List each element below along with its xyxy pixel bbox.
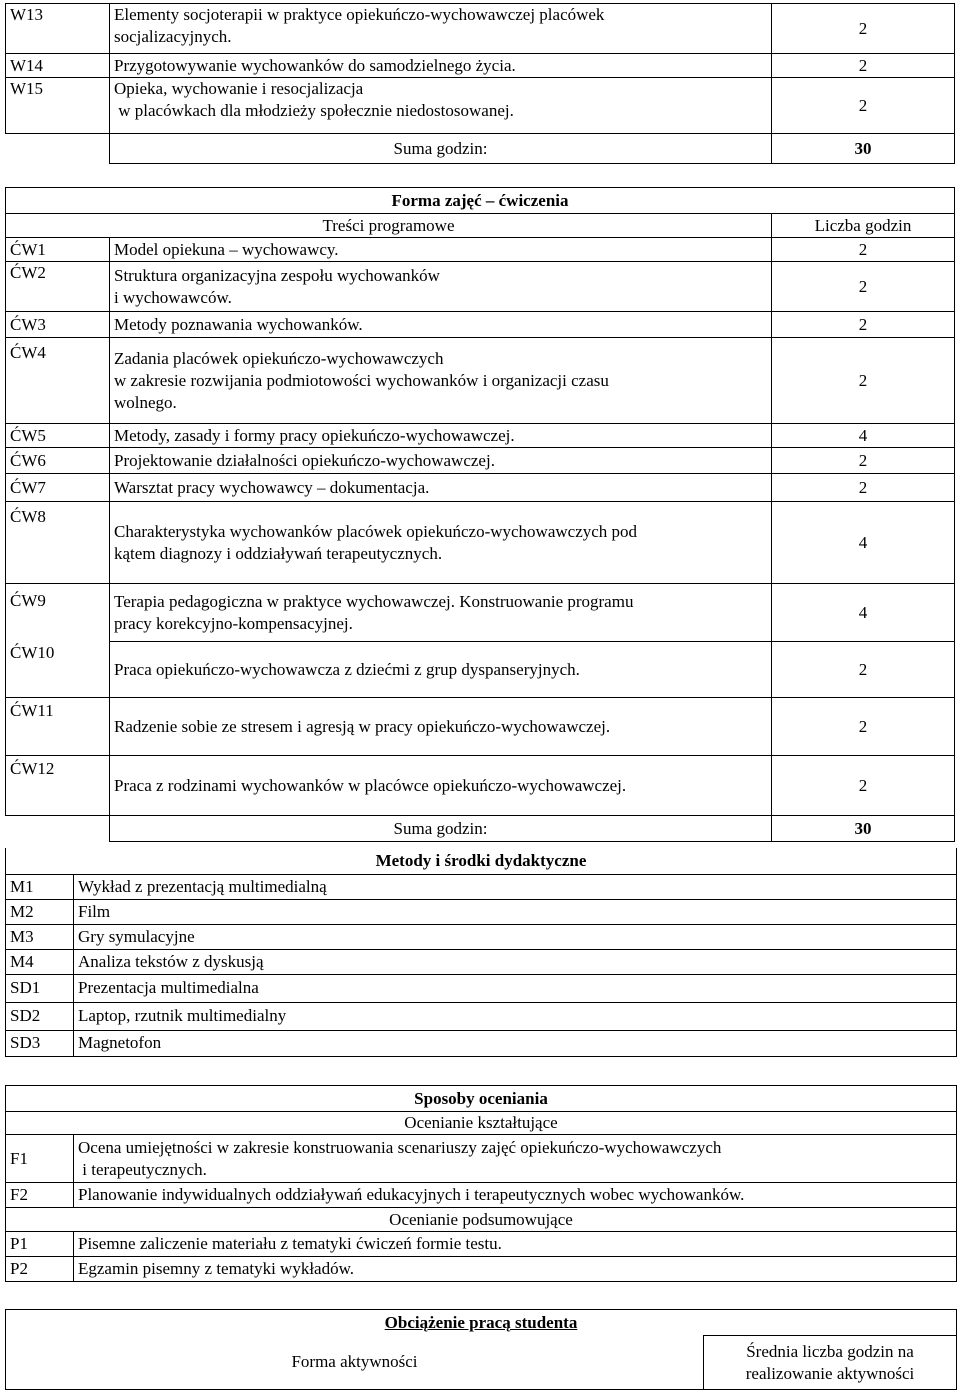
row-hours: 4 <box>772 424 955 448</box>
table-row <box>6 1002 957 1030</box>
table-header-row <box>6 214 955 238</box>
table-title-row <box>6 188 955 214</box>
sum-value: 30 <box>772 816 955 842</box>
sum-value: 30 <box>772 134 955 164</box>
table-row <box>6 642 955 698</box>
row-content: Prezentacja multimedialna <box>74 974 957 1002</box>
row-code: SD3 <box>6 1030 74 1056</box>
row-content: Struktura organizacyjna zespołu wychowanków i wychowawców. <box>110 262 772 312</box>
row-code: P1 <box>6 1232 74 1257</box>
column-header-form: Forma aktywności <box>6 1336 704 1390</box>
table-title-row <box>6 1310 957 1336</box>
column-header-content: Treści programowe <box>6 214 772 238</box>
column-header-hours: Średnia liczba godzin na realizowanie aktywności <box>704 1336 957 1390</box>
row-code: ĆW9 <box>6 584 110 642</box>
row-content: Film <box>74 899 957 924</box>
row-content: Metody, zasady i formy pracy opiekuńczo-wychowawczej. <box>110 424 772 448</box>
sum-label: Suma godzin: <box>110 134 772 164</box>
row-hours: 4 <box>772 502 955 584</box>
row-hours: 2 <box>772 338 955 424</box>
table-row <box>6 1257 957 1282</box>
row-code: ĆW8 <box>6 502 110 584</box>
row-content: Gry symulacyjne <box>74 924 957 949</box>
row-content: Charakterystyka wychowanków placówek opiekuńczo-wychowawczych pod kątem diagnozy i oddziaływań terapeutycznych. <box>110 502 772 584</box>
row-code: M4 <box>6 949 74 974</box>
row-code: ĆW5 <box>6 424 110 448</box>
section-title: Obciążenie pracą studenta <box>6 1310 957 1336</box>
table-row <box>6 262 955 312</box>
row-code: ĆW4 <box>6 338 110 424</box>
row-code: W13 <box>6 4 110 54</box>
row-content: Radzenie sobie ze stresem i agresją w pracy opiekuńczo-wychowawczej. <box>110 698 772 756</box>
row-hours: 2 <box>772 312 955 338</box>
section-title: Sposoby oceniania <box>6 1086 957 1112</box>
row-content: Elementy socjoterapii w praktyce opiekuńczo-wychowawczej placówek socjalizacyjnych. <box>110 4 772 54</box>
table-title-row <box>6 848 957 874</box>
methods-table <box>5 848 957 1057</box>
sum-row <box>6 134 955 164</box>
formative-label: Ocenianie kształtujące <box>6 1112 957 1135</box>
table-row <box>6 474 955 502</box>
row-code: ĆW6 <box>6 448 110 474</box>
row-code: W15 <box>6 78 110 134</box>
row-content: Przygotowywanie wychowanków do samodzielnego życia. <box>110 54 772 78</box>
row-content: Warsztat pracy wychowawcy – dokumentacja. <box>110 474 772 502</box>
table-row <box>6 312 955 338</box>
table-row <box>6 448 955 474</box>
subheader-row <box>6 1112 957 1135</box>
table-row <box>6 4 955 54</box>
table-row <box>6 924 957 949</box>
row-code: F2 <box>6 1183 74 1208</box>
row-content: Wykład z prezentacją multimedialną <box>74 874 957 899</box>
table-row <box>6 1183 957 1208</box>
row-hours: 4 <box>772 584 955 642</box>
row-code: F1 <box>6 1135 74 1183</box>
sum-row <box>6 816 955 842</box>
row-content: Laptop, rzutnik multimedialny <box>74 1002 957 1030</box>
table-row <box>6 338 955 424</box>
row-content: Analiza tekstów z dyskusją <box>74 949 957 974</box>
table-row <box>6 1232 957 1257</box>
table-row <box>6 974 957 1002</box>
row-content: Magnetofon <box>74 1030 957 1056</box>
row-content: Ocena umiejętności w zakresie konstruowania scenariuszy zajęć opiekuńczo-wychowawczych i terapeutycznych. <box>74 1135 957 1183</box>
row-hours: 2 <box>772 756 955 816</box>
section-title: Forma zajęć – ćwiczenia <box>6 188 955 214</box>
row-hours: 2 <box>772 54 955 78</box>
exercise-table <box>5 187 955 842</box>
row-code: ĆW7 <box>6 474 110 502</box>
table-row <box>6 698 955 756</box>
row-code: M3 <box>6 924 74 949</box>
subheader-row <box>6 1208 957 1232</box>
row-content: Metody poznawania wychowanków. <box>110 312 772 338</box>
row-code: ĆW1 <box>6 238 110 262</box>
row-code: ĆW2 <box>6 262 110 312</box>
row-content: Praca z rodzinami wychowanków w placówce opiekuńczo-wychowawczej. <box>110 756 772 816</box>
row-content: Opieka, wychowanie i resocjalizacja w placówkach dla młodzieży społecznie niedostosowanej. <box>110 78 772 134</box>
table-row <box>6 756 955 816</box>
row-code: ĆW3 <box>6 312 110 338</box>
table-row <box>6 874 957 899</box>
section-title: Metody i środki dydaktyczne <box>6 848 957 874</box>
table-row <box>6 238 955 262</box>
row-content: Model opiekuna – wychowawcy. <box>110 238 772 262</box>
row-code: ĆW11 <box>6 698 110 756</box>
row-content: Zadania placówek opiekuńczo-wychowawczych w zakresie rozwijania podmiotowości wychowanków i organizacji czasu wolnego. <box>110 338 772 424</box>
assessment-table <box>5 1085 957 1282</box>
workload-table <box>5 1309 957 1390</box>
row-content: Egzamin pisemny z tematyki wykładów. <box>74 1257 957 1282</box>
table-row <box>6 1135 957 1183</box>
row-hours: 2 <box>772 698 955 756</box>
row-code: W14 <box>6 54 110 78</box>
row-content: Pisemne zaliczenie materiału z tematyki ćwiczeń formie testu. <box>74 1232 957 1257</box>
table-title-row <box>6 1086 957 1112</box>
row-code: SD2 <box>6 1002 74 1030</box>
row-code: P2 <box>6 1257 74 1282</box>
table-row <box>6 899 957 924</box>
row-hours: 2 <box>772 642 955 698</box>
table-row <box>6 1030 957 1056</box>
sum-label: Suma godzin: <box>110 816 772 842</box>
row-code: SD1 <box>6 974 74 1002</box>
row-hours: 2 <box>772 474 955 502</box>
row-code: ĆW10 <box>6 642 110 698</box>
row-content: Praca opiekuńczo-wychowawcza z dziećmi z grup dyspanseryjnych. <box>110 642 772 698</box>
row-content: Planowanie indywidualnych oddziaływań edukacyjnych i terapeutycznych wobec wychowanków. <box>74 1183 957 1208</box>
row-hours: 2 <box>772 4 955 54</box>
row-content: Projektowanie działalności opiekuńczo-wychowawczej. <box>110 448 772 474</box>
row-code: M2 <box>6 899 74 924</box>
table-row <box>6 502 955 584</box>
row-code: M1 <box>6 874 74 899</box>
table-row <box>6 949 957 974</box>
table-row <box>6 54 955 78</box>
row-hours: 2 <box>772 448 955 474</box>
column-header-hours: Liczba godzin <box>772 214 955 238</box>
row-code: ĆW12 <box>6 756 110 816</box>
row-content: Terapia pedagogiczna w praktyce wychowawczej. Konstruowanie programu pracy korekcyjno-kompensacyjnej. <box>110 584 772 642</box>
row-hours: 2 <box>772 78 955 134</box>
table-row <box>6 584 955 642</box>
row-hours: 2 <box>772 262 955 312</box>
row-hours: 2 <box>772 238 955 262</box>
lecture-table <box>5 3 955 164</box>
summative-label: Ocenianie podsumowujące <box>6 1208 957 1232</box>
table-header-row <box>6 1336 957 1390</box>
table-row <box>6 424 955 448</box>
table-row <box>6 78 955 134</box>
